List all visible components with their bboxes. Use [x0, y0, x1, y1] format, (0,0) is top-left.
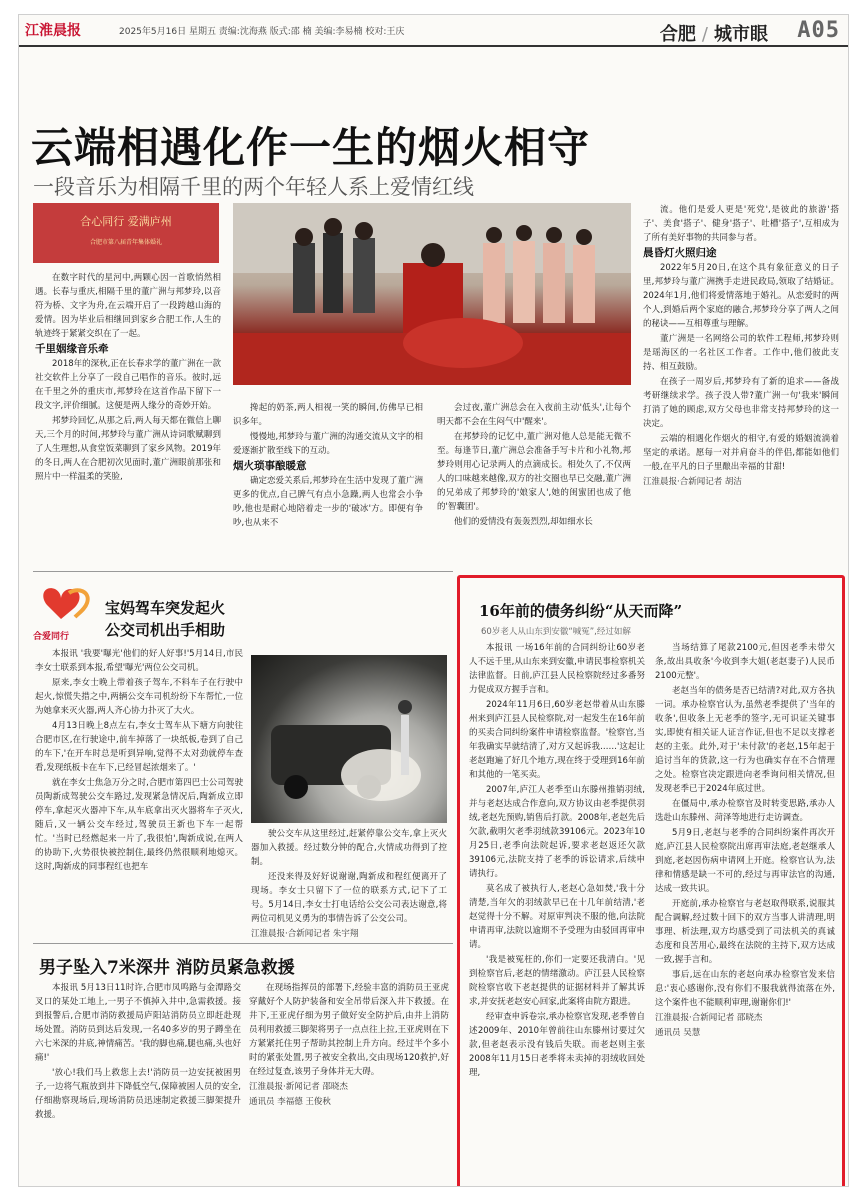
story1-subhead-1: 千里姻缘音乐牵: [35, 343, 109, 355]
story1-paragraph: 搀起的奶茶,两人相视一笑的瞬间,仿佛早已相识多年。: [233, 403, 423, 427]
masthead: [19, 15, 848, 47]
story2-column-a: [35, 647, 243, 935]
story4-paragraph: 事后,远在山东的老赵向承办检察官发来信息:'衷心感谢你,没有你们不服我就得流落在外,这个案件也不能顺利审理,谢谢你们!': [655, 970, 835, 1008]
page-number: A05: [797, 18, 840, 43]
brand-name: 江淮晨报: [25, 23, 81, 39]
story1-paragraph: 2018年的深秋,正在长春求学的董广洲在一款社交软件上分享了一段自己唱作的音乐。彼时,远在千里之外的重庆市,邦梦玲在这首作品下留下一段文字,评价细腻。这便是两人缘分的奇妙开始。: [35, 359, 221, 411]
story4-headline: 16年前的债务纠纷“从天而降”: [479, 602, 683, 620]
story1-paragraph: 2022年5月20日,在这个具有象征意义的日子里,邦梦玲与董广洲携手走进民政局,领取了结婚证。2024年1月,他们将爱情落地于婚礼。从恋爱时的两个人,到婚后两个家庭的融合,邦梦玲分享了两人之间的秘诀——互相尊重与理解。: [643, 263, 839, 329]
story4-paragraph: 经审查申诉卷宗,承办检察官发现,老季曾自述2009年、2010年曾前往山东滕州讨要过欠款,但老赵表示没有钱后失联。而老赵则主张2008年11月15日老季将未卖掉的羽绒收回处理,: [469, 1012, 645, 1078]
story3-paragraph: '放心!我们马上救您上去!'消防员一边安抚被困男子,一边将气瓶放到井下降低空气,保障被困人员的安全,仔细勘察现场后,现场消防员迅速制定救援三脚架提升救援。: [35, 1068, 241, 1120]
story4-paragraph: 老赵当年的债务是否已结清?对此,双方各执一词。承办检察官认为,虽然老季提供了'当年的收条',但收条上无老季的签字,无可识证关键事实,即使有相关证人证言作证,但也不足以支撑老赵的主张。此外,对于'未付款'的老赵,15年起于追讨当年的货款,这一行为也确实存在不合情理之处。检察官决定跟进向老季询问相关情况,但发现老季已于2024年底过世。: [655, 686, 835, 794]
story4-column-a: [469, 641, 645, 1185]
story4-column-b: [655, 641, 835, 1185]
story4-paragraph: 当场结算了尾款2100元,但因老季未带欠条,故出具收条'今收到李大姐(老赵妻子)人民币2100元整'。: [655, 643, 835, 681]
section-label: [660, 20, 768, 46]
story1-paragraph: 在孩子一周岁后,邦梦玲有了新的追求——备战考研继续求学。孩子没人带?董广洲一句'我来'瞬间打消了她的顾虑,双方父母也非常支持邦梦玲的这一决定。: [643, 377, 839, 429]
story1-paragraph: 确定恋爱关系后,邦梦玲在生活中发现了董广洲更多的优点,自己脾气有点小急躁,两人也常会小争吵,他也是耐心地陪着走一步的'破冰'方。即便有争吵,也从来不: [233, 476, 423, 528]
story1-column-3: [437, 401, 631, 561]
story4-paragraph: 5月9日,老赵与老季的合同纠纷案件再次开庭,庐江县人民检察院出席再审法庭,老赵继承人到庭,老赵因伤病申请网上开庭。检察官认为,法律和情感是缺一不可的,经过与再审法官的沟通,达成一致共识。: [655, 828, 835, 894]
story2-credit: 江淮晨报·合新闻记者 朱宇翔: [251, 929, 359, 939]
section-separator: /: [701, 24, 708, 45]
story3-paragraph: 在现场指挥员的部署下,经验丰富的消防员王亚虎穿戴好个人防护装备和安全吊带后深入井下救援。在井下,王亚虎仔细为男子做好安全防护后,由井上消防员利用救援三脚架将男子一点点往上拉,王亚虎则在下方紧紧托住男子帮助其控制上升方向。经过半个多小时的紧张处置,男子被安全救出,交由现场120救护,好在经过复查,该男子身体并无大碍。: [249, 983, 449, 1077]
story1-subheadline: 一段音乐为相隔千里的两个年轻人系上爱情红线: [33, 175, 474, 199]
story1-credit: 江淮晨报·合新闻记者 胡洁: [643, 477, 742, 487]
bus-fire-photo-art: [251, 655, 447, 823]
story1-paragraph: 慢慢地,邦梦玲与董广洲的沟通交流从文字的相爱逐渐扩散至线下的互动。: [233, 432, 423, 456]
story4-credit-2: 通讯员 吴慧: [655, 1028, 701, 1038]
story4-paragraph: '我是被冤枉的,你们一定要还我清白。'见到检察官后,老赵的情绪激动。庐江县人民检察院检察官收下老赵提供的证据材料并了解其诉求,并安抚老赵安心回家,此案将由院方跟进。: [469, 955, 645, 1007]
story4-paragraph: 在僵局中,承办检察官及时转变思路,承办人选赴山东滕州、菏泽等地进行走访调查。: [655, 799, 835, 823]
bus-fire-photo: [251, 655, 447, 823]
story2-paragraph: 就在李女士焦急万分之时,合肥市第四巴士公司驾驶员陶新成驾驶公交车路过,发现紧急情况后,陶新成立即停车,拿起灭火器冲下车,从车底拿出灭火器将车子灭火,随后,又一辆公交车经过,驾驶员王新也下车一起帮忙。'当时已经燃起来一片了,我很怕',陶新成说,在两人的协助下,火势很快被控制住,最终仍然很顺利地熄灭。这时,陶新成的同事程红也把车: [35, 778, 243, 872]
heart-logo-art: [39, 583, 93, 623]
logo-caption: 合爱同行: [33, 632, 70, 642]
story4-paragraph: 本报讯 一场16年前的合同纠纷让60岁老人不远千里,从山东来到安徽,申请民事检察机关法律监督。日前,庐江县人民检察院经过多番努力促成双方握手言和。: [469, 643, 645, 695]
story1-paragraph: 云端的相遇化作烟火的相守,有爱的婚姻流淌着坚定的承诺。愿每一对并肩奋斗的伴侣,都能如他们一般,在平凡的日子里酿出幸福的甘甜!: [643, 434, 839, 472]
story1-paragraph: 在邦梦玲的记忆中,董广洲对他人总是能无微不至。每逢节日,董广洲总会准备手写卡片和小礼物,邦梦玲则用心记录两人的点滴成长。相处久了,不仅两人的口味越来越像,双方的社交圈也早已交融,董广洲的兄弟成了邦梦玲的'娘家人',她的闺蜜团也成了他的'智囊团'。: [437, 432, 631, 512]
story1-column-2: [233, 401, 423, 561]
story1-headline: 云端相遇化作一生的烟火相守: [31, 123, 591, 172]
story3-credit-2: 通讯员 李福德 王俊秋: [249, 1097, 331, 1107]
story3-credit: 江淮晨报·新闻记者 邵晓杰: [249, 1082, 348, 1092]
story4-subtitle: 60岁老人从山东到安徽“喊冤”,经过如解: [481, 627, 631, 637]
story4-paragraph: 莫名成了被执行人,老赵心急如焚,'我十分清楚,当年欠的羽绒款早已在十几年前结清,'老赵觉得十分不解。对原审判决不服的他,向法院申请再审,法院以逾期不予受理为由驳回再审申请。: [469, 884, 645, 950]
section-name: 城市眼: [714, 24, 768, 45]
story1-subhead-2: 烟火琐事酿暖意: [233, 460, 307, 472]
story1-paragraph: 流。他们是爱人更是'死党',是彼此的旅游'搭子'、美食'搭子'、健身'搭子'、吐槽'搭子',互相成为了所有美好事物的共同参与者。: [643, 205, 839, 243]
story4-paragraph: 2024年11月6日,60岁老赵带着从山东滕州来到庐江县人民检察院,对一起发生在16年前的买卖合同纠纷案件申请检察监督。'检察官,当年我确实早就结清了,对方又起诉我……'这起让老赵跑遍了好几个地方,现在终于受理到16年前和其他的一笔买卖。: [469, 700, 645, 780]
issue-info: 2025年5月16日 星期五 责编:沈海燕 版式:邵 楠 美编:李易楠 校对:王庆: [119, 27, 405, 37]
banner-slogan: 合心同行 爱满庐州: [80, 215, 172, 228]
story2-column-b: [251, 827, 447, 939]
wedding-photo-art: [233, 203, 631, 385]
story2-paragraph: 4月13日晚上8点左右,李女士驾车从下塘方向驶往合肥市区,在行驶途中,前车掉落了一块纸板,卷到了自己的车下,'在开车时总是听到异响,觉得不太对劲就停车查看,发现纸板卡在车下,已经冒起浓烟来了。': [35, 721, 243, 773]
story2-paragraph: 还没来得及好好说谢谢,陶新成和程红便离开了现场。李女士只留下了一位的联系方式,记下了工号。5月14日,李女士打电话给公交公司表达谢意,将两位司机见义勇为的事情告诉了公交公司。: [251, 872, 447, 924]
story1-paragraph: 邦梦玲回忆,从那之后,两人每天都在微信上聊天,三个月的时间,邦梦玲与董广洲从诗词歌赋聊到了人生理想,从食堂饭菜聊到了家乡风物。2019年的冬日,两人在合肥初次见面时,董广洲眼前那张和照片中一样温柔的笑脸,: [35, 416, 221, 482]
newspaper-page: [18, 14, 849, 1187]
story2-paragraph: 驶公交车从这里经过,赶紧停靠公交车,拿上灭火器加入救援。经过数分钟的配合,火情成功得到了控制。: [251, 829, 447, 867]
story3-column-a: [35, 981, 241, 1181]
section-city: 合肥: [659, 24, 696, 45]
story4-paragraph: 2007年,庐江人老季至山东滕州推销羽绒,并与老赵达成合作意向,双方协议由老季提供羽绒,老赵先预购,销售后打款。2008年,老赵先后欠款,截明欠老季羽绒款39106元。2023年10月25日,老季向法院起诉,要求老赵返还欠款39106元,法院支持了老季的诉讼请求,后续申请执行。: [469, 785, 645, 879]
wedding-banner: [33, 203, 219, 263]
story2-headline-line1: 宝妈驾车突发起火: [105, 599, 226, 617]
story1-subhead-3: 晨昏灯火照归途: [643, 247, 717, 259]
story4-credit: 江淮晨报·合新闻记者 邵晓杰: [655, 1013, 763, 1023]
banner-caption: 合肥市第八届青年集体婚礼: [89, 239, 162, 246]
story1-column-4: [643, 203, 839, 563]
story1-column-1: [35, 271, 221, 541]
section-divider: [33, 571, 453, 572]
section-divider: [33, 943, 453, 944]
story2-headline-line2: 公交司机出手相助: [105, 621, 226, 639]
story1-paragraph: 会过夜,董广洲总会在入夜前主动'低头',让每个明天都不会在生闷气中'醒来'。: [437, 403, 631, 427]
story3-headline: 男子坠入7米深井 消防员紧急救援: [39, 958, 295, 978]
story3-paragraph: 本报讯 5月13日11时许,合肥市凤鸣路与金潭路交叉口的某处工地上,一男子不慎掉入井中,急需救援。接到报警后,合肥市消防救援局庐阳站消防员立即赶赴现场处置。消防员到达后发现,一名40多岁的男子蹲坐在六七米深的井底,神情痛苦。'我的脚也痛,腿也痛,头也好痛!': [35, 983, 241, 1063]
story1-paragraph: 他们的爱情没有轰轰烈烈,却如细水长: [454, 517, 593, 527]
story2-paragraph: 本报讯 '我要'曝光'他们的好人好事!'5月14日,市民李女士联系到本报,希望'曝光'两位公交司机。: [35, 649, 243, 673]
story4-paragraph: 开庭前,承办检察官与老赵取得联系,说服其配合调解,经过数十回下的双方当事人讲清理,明事理、析法理,双方均感受到了司法机关的真诚态度和良苦用心,最终在法院的主持下,双方达成一致,握手言和。: [655, 899, 835, 965]
story2-paragraph: 原来,李女士晚上带着孩子驾车,不料车子在行驶中起火,惊慌失措之中,两辆公交车司机纷纷下车帮忙,一位为她拿来灭火器,两人齐心协力扑灭了大火。: [35, 678, 243, 716]
wedding-photo: [233, 203, 631, 385]
story3-column-b: [249, 981, 449, 1181]
story1-lead: 在数字时代的星河中,两颗心因一首歌悄然相遇。长春与重庆,相隔千里的董广洲与邦梦玲,以音符为桥、文字为舟,在云端开启了一段跨越山海的爱情。因为毕业后相继回到家乡合肥工作,人生的轨迹终于紧紧交织在了一起。: [35, 273, 221, 339]
heart-logo-icon: [39, 583, 93, 623]
story1-paragraph: 董广洲是一名网络公司的软件工程师,邦梦玲则是瑶海区的一名社区工作者。工作中,他们彼此支持、相互鼓励。: [643, 334, 839, 372]
